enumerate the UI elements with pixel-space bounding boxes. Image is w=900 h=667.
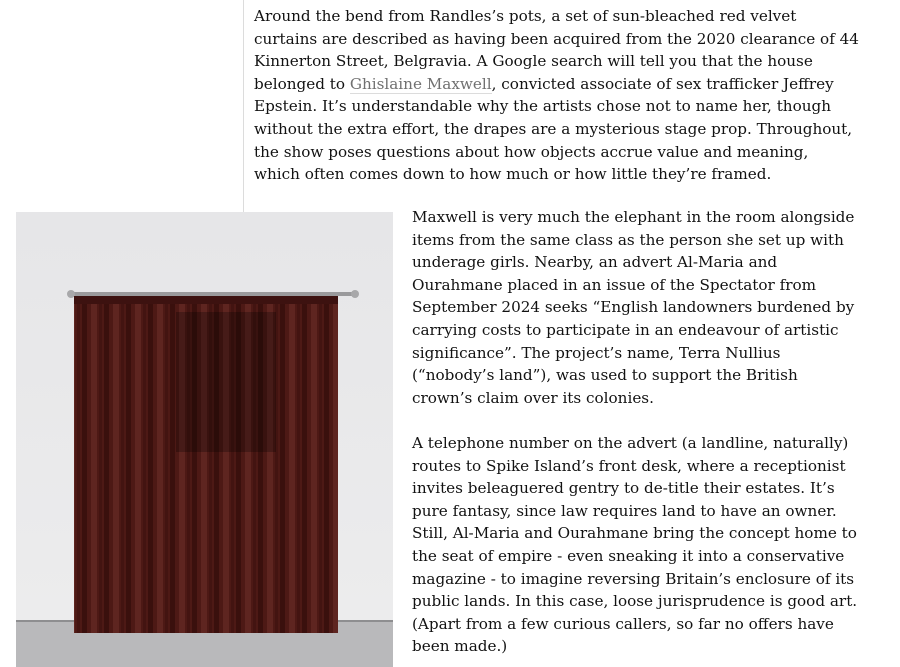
text-line: (Apart from a few curious callers, so far no offers have: [412, 614, 834, 633]
text-segment: , convicted associate of sex trafficker Jeffrey: [491, 74, 834, 93]
paragraph-elephant: [412, 206, 854, 409]
text-line: (“nobody’s land”), was used to support the British: [412, 366, 798, 385]
text-line: carrying costs to participate in an endeavour of artistic: [412, 320, 839, 339]
text-line: Kinnerton Street, Belgravia. A Google search will tell you that the house: [254, 52, 813, 71]
text-line: without the extra effort, the drapes are a mysterious stage prop. Throughout,: [254, 119, 853, 138]
curtain-image: [16, 212, 393, 667]
text-line: the seat of empire - even sneaking it into a conservative: [412, 546, 845, 565]
text-line: curtains are described as having been acquired from the 2020 clearance of 44: [254, 29, 859, 48]
paragraph-curtains: [254, 5, 859, 186]
text-line: Maxwell is very much the elephant in the room alongside: [412, 208, 855, 226]
text-line: invites beleaguered gentry to de-title their estates. It’s: [412, 479, 835, 498]
text-line: public lands. In this case, loose jurisprudence is good art.: [412, 592, 858, 611]
paragraph-telephone: [412, 432, 857, 658]
curtain-artwork-photo[interactable]: [16, 212, 393, 667]
text-line: crown’s claim over its colonies.: [412, 388, 654, 407]
text-line: the show poses questions about how objects accrue value and meaning,: [254, 142, 809, 161]
text-segment: belonged to: [254, 74, 350, 93]
text-line: Around the bend from Randles’s pots, a set of sun-bleached red velvet: [254, 7, 797, 25]
text-line: routes to Spike Island’s front desk, where a receptionist: [412, 456, 846, 475]
text-line: items from the same class as the person she set up with: [412, 230, 844, 249]
text-line: pure fantasy, since law requires land to have an owner.: [412, 501, 837, 520]
rod-finial: [67, 290, 75, 298]
text-line: [254, 73, 859, 96]
text-line: Epstein. It’s understandable why the artists chose not to name her, though: [254, 97, 832, 116]
column-divider: [243, 0, 244, 212]
ghislaine-maxwell-link[interactable]: Ghislaine Maxwell: [349, 74, 492, 93]
text-line: been made.): [412, 637, 508, 656]
text-line: which often comes down to how much or how little they’re framed.: [254, 165, 772, 184]
rod-finial: [351, 290, 359, 298]
text-line: Still, Al-Maria and Ourahmane bring the concept home to: [412, 524, 857, 543]
text-line: significance”. The project’s name, Terra Nullius: [412, 343, 781, 362]
text-line: September 2024 seeks “English landowners burdened by: [412, 298, 855, 317]
text-line: underage girls. Nearby, an advert Al-Maria and: [412, 253, 778, 272]
text-line: magazine - to imagine reversing Britain’s enclosure of its: [412, 569, 855, 588]
text-line: A telephone number on the advert (a landline, naturally): [412, 434, 849, 452]
text-line: Ourahmane placed in an issue of the Spectator from: [412, 275, 817, 294]
curtain-rod: [68, 292, 358, 296]
